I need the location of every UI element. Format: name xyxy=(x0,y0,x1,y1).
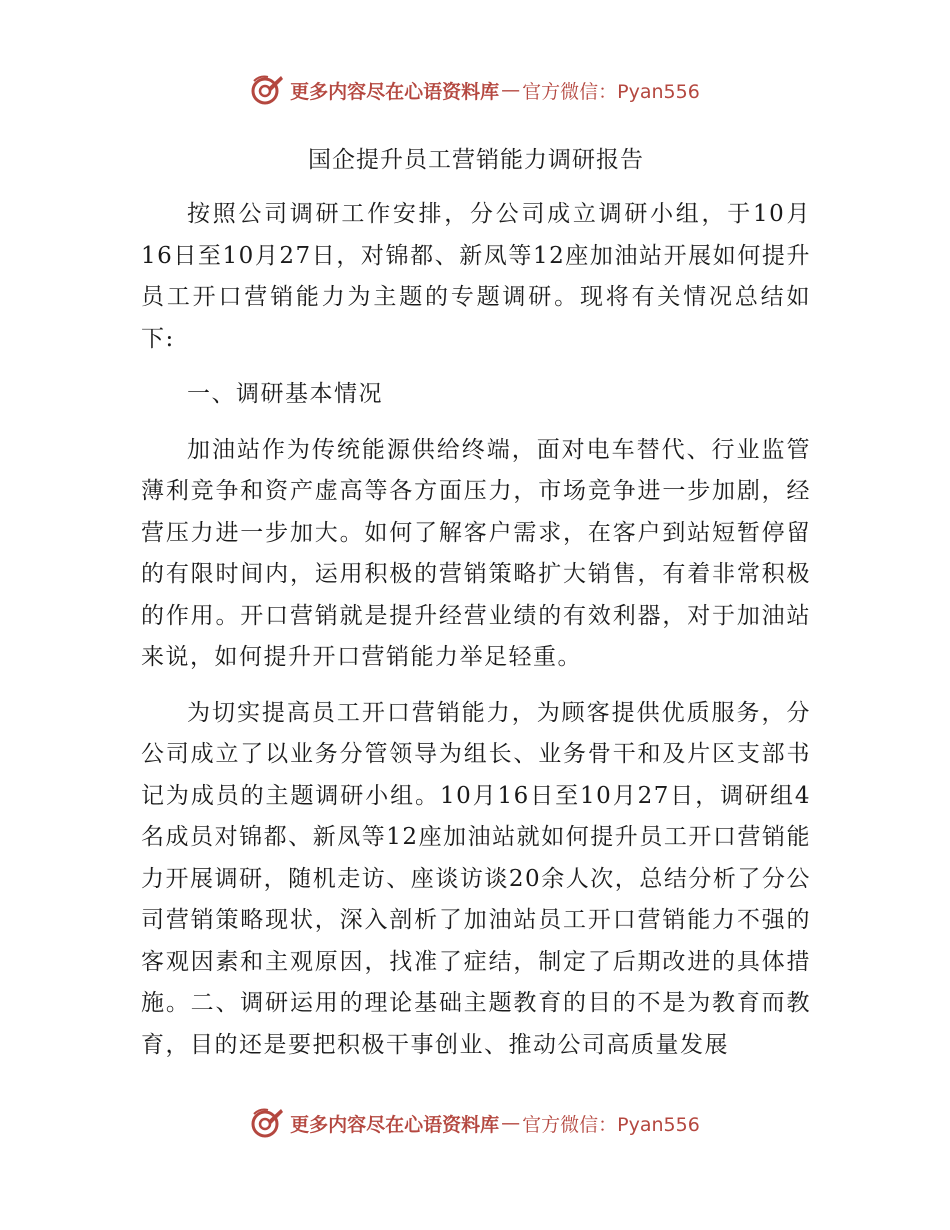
pen-logo-icon xyxy=(250,73,284,107)
section-heading-1: 一、调研基本情况 xyxy=(187,381,383,407)
section1-paragraph-2: 为切实提高员工开口营销能力，为顾客提供优质服务，分公司成立了以业务分管领导为组长、业务骨干和及片区支部书记为成员的主题调研小组。10月16日至10月27日，调研组4名成员对锦都、新凤等12座加油站就如何提升员工开口营销能力开展调研，随机走访、座谈访谈20余人次，总结分析了分公司营销策略现状，深入剖析了加油站员工开口营销能力不强的客观因素和主观原因，找准了症结，制定了后期改进的具体措施。二、调研运用的理论基础主题教育的目的不是为教育而教育，目的还是要把积极干事创业、推动公司高质量发展 xyxy=(141,699,811,1058)
footer-banner xyxy=(0,1103,950,1143)
banner-brand-text: 更多内容尽在心语资料库 xyxy=(290,1113,500,1136)
document-title: 国企提升员工营销能力调研报告 xyxy=(308,147,644,173)
banner-wechat-text: 官方微信：Pyan556 xyxy=(522,1113,700,1136)
document-body xyxy=(141,140,811,1080)
banner-brand-text: 更多内容尽在心语资料库 xyxy=(290,80,500,103)
banner-dash: — xyxy=(501,79,521,101)
pen-logo-icon xyxy=(250,1106,284,1140)
banner-dash: — xyxy=(501,1112,521,1134)
banner-wechat-text: 官方微信：Pyan556 xyxy=(522,80,700,103)
header-banner xyxy=(0,70,950,110)
intro-paragraph: 按照公司调研工作安排，分公司成立调研小组，于10月16日至10月27日，对锦都、新凤等12座加油站开展如何提升员工开口营销能力为主题的专题调研。现将有关情况总结如下: xyxy=(141,201,811,352)
section1-paragraph-1: 加油站作为传统能源供给终端，面对电车替代、行业监管薄利竞争和资产虚高等各方面压力，市场竞争进一步加剧，经营压力进一步加大。如何了解客户需求，在客户到站短暂停留的有限时间内，运用积极的营销策略扩大销售，有着非常积极的作用。开口营销就是提升经营业绩的有效利器，对于加油站来说，如何提升开口营销能力举足轻重。 xyxy=(141,436,811,670)
